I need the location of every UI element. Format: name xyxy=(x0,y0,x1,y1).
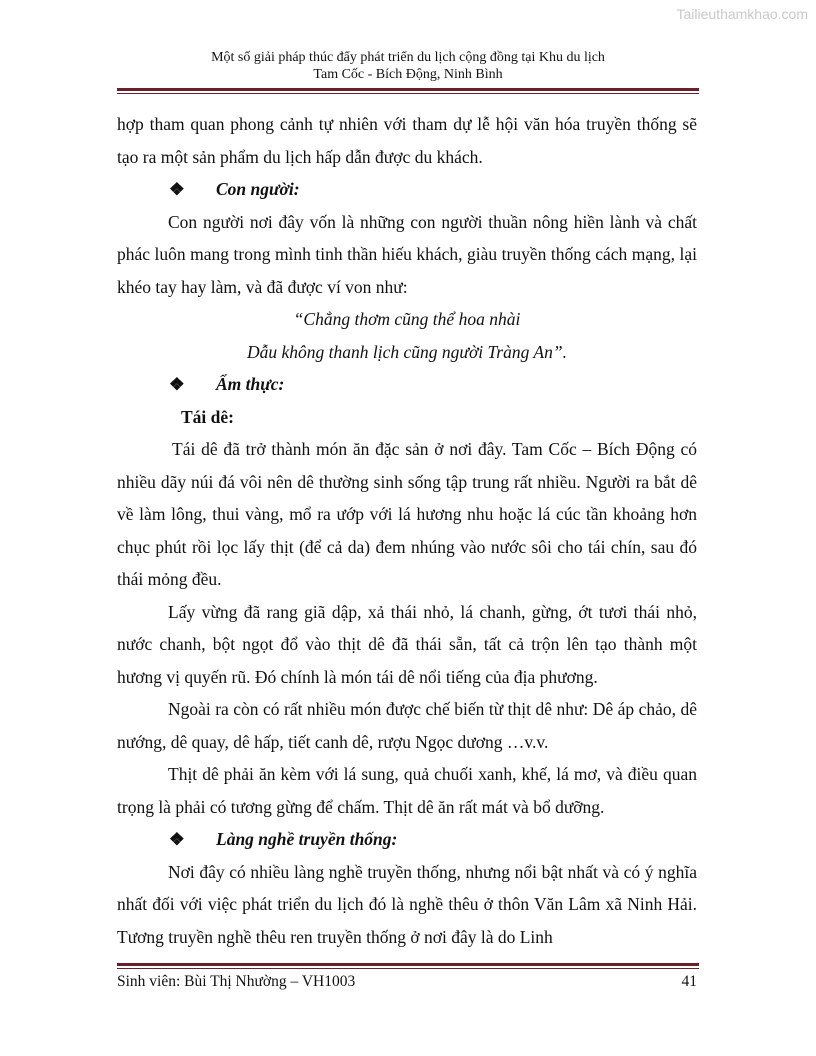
footer-rule-thick xyxy=(117,963,699,966)
page-number: 41 xyxy=(681,973,697,990)
footer-rule-thin xyxy=(117,968,699,969)
diamond-bullet-icon: ❖ xyxy=(169,374,185,394)
header-rule-thick xyxy=(117,88,699,91)
heading-am-thuc xyxy=(117,368,697,401)
paragraph-con-nguoi: Con người nơi đây vốn là những con người thuần nông hiền lành và chất phác luôn mang trong mình tinh thần hiếu khách, giàu truyền thống cách mạng, lại khéo tay hay làm, và đã được ví von như: xyxy=(117,211,697,297)
header-line-1: Một số giải pháp thúc đẩy phát triển du lịch cộng đồng tại Khu du lịch xyxy=(211,50,605,65)
paragraph-lang-nghe: Nơi đây có nhiều làng nghề truyền thống, nhưng nổi bật nhất và có ý nghĩa nhất đối với việc phát triển du lịch đó là nghề thêu ở thôn Văn Lâm xã Ninh Hải. Tương truyền nghề thêu ren truyền thống ở nơi đây là do Linh xyxy=(117,861,697,947)
paragraph-intro: hợp tham quan phong cảnh tự nhiên với tham dự lễ hội văn hóa truyền thống sẽ tạo ra một sản phẩm du lịch hấp dẫn được du khách. xyxy=(117,114,697,167)
paragraph-tai-de: Tái dê đã trở thành món ăn đặc sản ở nơi đây. Tam Cốc – Bích Động có nhiều dãy núi đá vôi nên dê thường sinh sống tập trung rất nhiều. Người ra bắt dê về làm lông, thui vàng, mổ ra ướp với lá hương nhu hoặc lá cúc tần khoảng hơn chục phút rồi lọc lấy thịt (để cả da) đem nhúng vào nước sôi cho tái chín, sau đó thái mỏng đều. xyxy=(117,439,697,589)
subheading-tai-de: Tái dê: xyxy=(181,406,234,427)
header-rule-thin xyxy=(117,93,699,94)
quote-line-1: “Chẳng thơm cũng thể hoa nhài xyxy=(293,309,521,329)
page-body xyxy=(117,108,697,953)
heading-am-thuc-label: Ẩm thực: xyxy=(216,374,285,394)
header-line-2: Tam Cốc - Bích Động, Ninh Bình xyxy=(313,67,503,82)
paragraph-an-kem: Thịt dê phải ăn kèm với lá sung, quả chuối xanh, khế, lá mơ, và điều quan trọng là phải có tương gừng để chấm. Thịt dê ăn rất mát và bổ dưỡng. xyxy=(117,764,697,817)
diamond-bullet-icon: ❖ xyxy=(169,829,185,849)
watermark: Tailieuthamkhao.com xyxy=(676,6,808,22)
page-header xyxy=(117,49,699,83)
paragraph-gia-vi: Lấy vừng đã rang giã dập, xả thái nhỏ, lá chanh, gừng, ớt tươi thái nhỏ, nước chanh, bột ngọt đổ vào thịt dê đã thái sẵn, tất cả trộn lên tạo thành một hương vị quyến rũ. Đó chính là món tái dê nổi tiếng của địa phương. xyxy=(117,601,697,687)
diamond-bullet-icon: ❖ xyxy=(169,179,185,199)
quote-line-2: Dẫu không thanh lịch cũng người Tràng An”. xyxy=(247,341,567,362)
heading-con-nguoi xyxy=(117,173,697,206)
paragraph-mon-de: Ngoài ra còn có rất nhiều món được chế biến từ thịt dê như: Dê áp chảo, dê nướng, dê quay, dê hấp, tiết canh dê, rượu Ngọc dương …v.v. xyxy=(117,699,697,752)
heading-lang-nghe xyxy=(117,823,697,856)
footer-student: Sinh viên: Bùi Thị Nhường – VH1003 xyxy=(117,973,356,990)
heading-lang-nghe-label: Làng nghề truyền thống: xyxy=(216,829,398,849)
heading-con-nguoi-label: Con người: xyxy=(216,179,300,199)
page-footer xyxy=(117,973,697,991)
